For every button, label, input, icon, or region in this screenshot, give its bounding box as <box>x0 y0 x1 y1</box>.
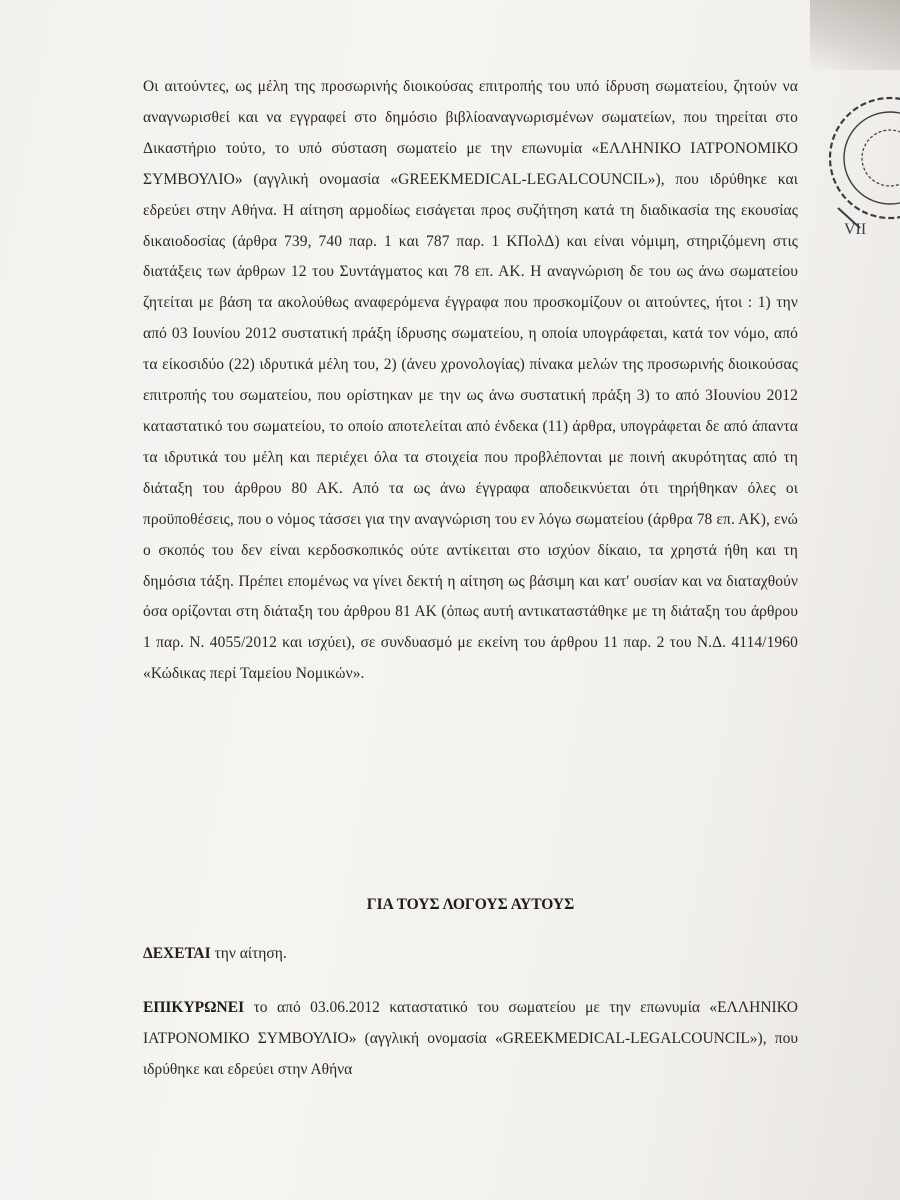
body-paragraph: Οι αιτούντες, ως μέλη της προσωρινής διοικούσας επιτροπής του υπό ίδρυση σωματείου, ζητούν να αναγνωρισθεί και να εγγραφεί στο δημόσιο βιβλίοαναγνωρισμένων σωματείων, που τηρείται στο Δικαστήριο τούτο, το υπό σύσταση σωματείο με την επωνυμία «ΕΛΛΗΝΙΚΟ ΙΑΤΡΟΝΟΜΙΚΟ ΣΥΜΒΟΥΛΙΟ» (αγγλική ονομασία «GREEKMEDICAL-LEGALCOUNCIL»), που ιδρύθηκε και εδρεύει στην Αθήνα. Η αίτηση αρμοδίως εισάγεται προς συζήτηση κατά τη διαδικασία της εκουσίας δικαιοδοσίας (άρθρα 739, 740 παρ. 1 και 787 παρ. 1 ΚΠολΔ) και είναι νόμιμη, στηριζόμενη στις διατάξεις των άρθρων 12 του Συντάγματος και 78 επ. ΑΚ. Η αναγνώριση δε του ως άνω σωματείου ζητείται με βάση τα ακολούθως αναφερόμενα έγγραφα που προσκομίζουν οι αιτούντες, ήτοι : 1) την από 03 Ιουνίου 2012 συστατική πράξη ίδρυσης σωματείου, η οποία υπογράφεται, κατά τον νόμο, από τα είκοσιδύο (22) ιδρυτικά μέλη του, 2) (άνευ χρονολογίας) πίνακα μελών της προσωρινής διοικούσας επιτροπής του σωματείου, που ορίστηκαν με την ως άνω συστατική πράξη 3) το από 3Ιουνίου 2012 καταστατικό του σωματείου, το οποίο αποτελείται από ένδεκα (11) άρθρα, υπογράφεται δε από άπαντα τα ιδρυτικά του μέλη και περιέχει όλα τα στοιχεία που προβλέπονται με ποινή ακυρότητας από τη διάταξη του άρθρου 80 ΑΚ. Από τα ως άνω έγγραφα αποδεικνύεται ότι τηρήθηκαν όλες οι προϋποθέσεις, που ο νόμος τάσσει για την αναγνώριση του εν λόγω σωματείου (άρθρα 78 επ. ΑΚ), ενώ ο σκοπός του δεν είναι κερδοσκοπικός ούτε αντίκειται στο ισχύον δίκαιο, τα χρηστά ήθη και τη δημόσια τάξη. Πρέπει επομένως να γίνει δεκτή η αίτηση ως βάσιμη και κατ' ουσίαν και να διαταχθούν όσα ορίζονται στη διάταξη του άρθρου 81 ΑΚ (όπως αυτή αντικαταστάθηκε με τη διάταξη του άρθρου 1 παρ. Ν. 4055/2012 και ισχύει), σε συνδυασμό με εκείνη του άρθρου 11 παρ. 2 του Ν.Δ. 4114/1960 «Κώδικας περί Ταμείου Νομικών». <box>143 78 798 683</box>
accepts-verb: ΔΕΧΕΤΑΙ <box>143 945 211 962</box>
stamp-text: VII <box>844 221 867 238</box>
court-decision-body <box>143 72 798 690</box>
page-corner-shadow <box>810 0 900 70</box>
official-seal-stamp <box>808 88 900 238</box>
ratifies-verb: ΕΠΙΚΥΡΩΝΕΙ <box>143 999 245 1016</box>
section-heading: ΓΙΑ ΤΟΥΣ ΛΟΓΟΥΣ ΑΥΤΟΥΣ <box>366 896 575 913</box>
ratifies-paragraph <box>143 993 798 1086</box>
accepts-text: την αίτηση. <box>214 945 287 962</box>
ratifies-text: το από 03.06.2012 καταστατικό του σωματείου με την επωνυμία «ΕΛΛΗΝΙΚΟ ΙΑΤΡΟΝΟΜΙΚΟ ΣΥΜΒΟΥΛΙΟ» (αγγλική ονομασία «GREEKMEDICAL-LEGALCOUNCIL»), που ιδρύθηκε και εδρεύει στην Αθήνα <box>143 999 799 1078</box>
accepts-line <box>143 945 287 963</box>
